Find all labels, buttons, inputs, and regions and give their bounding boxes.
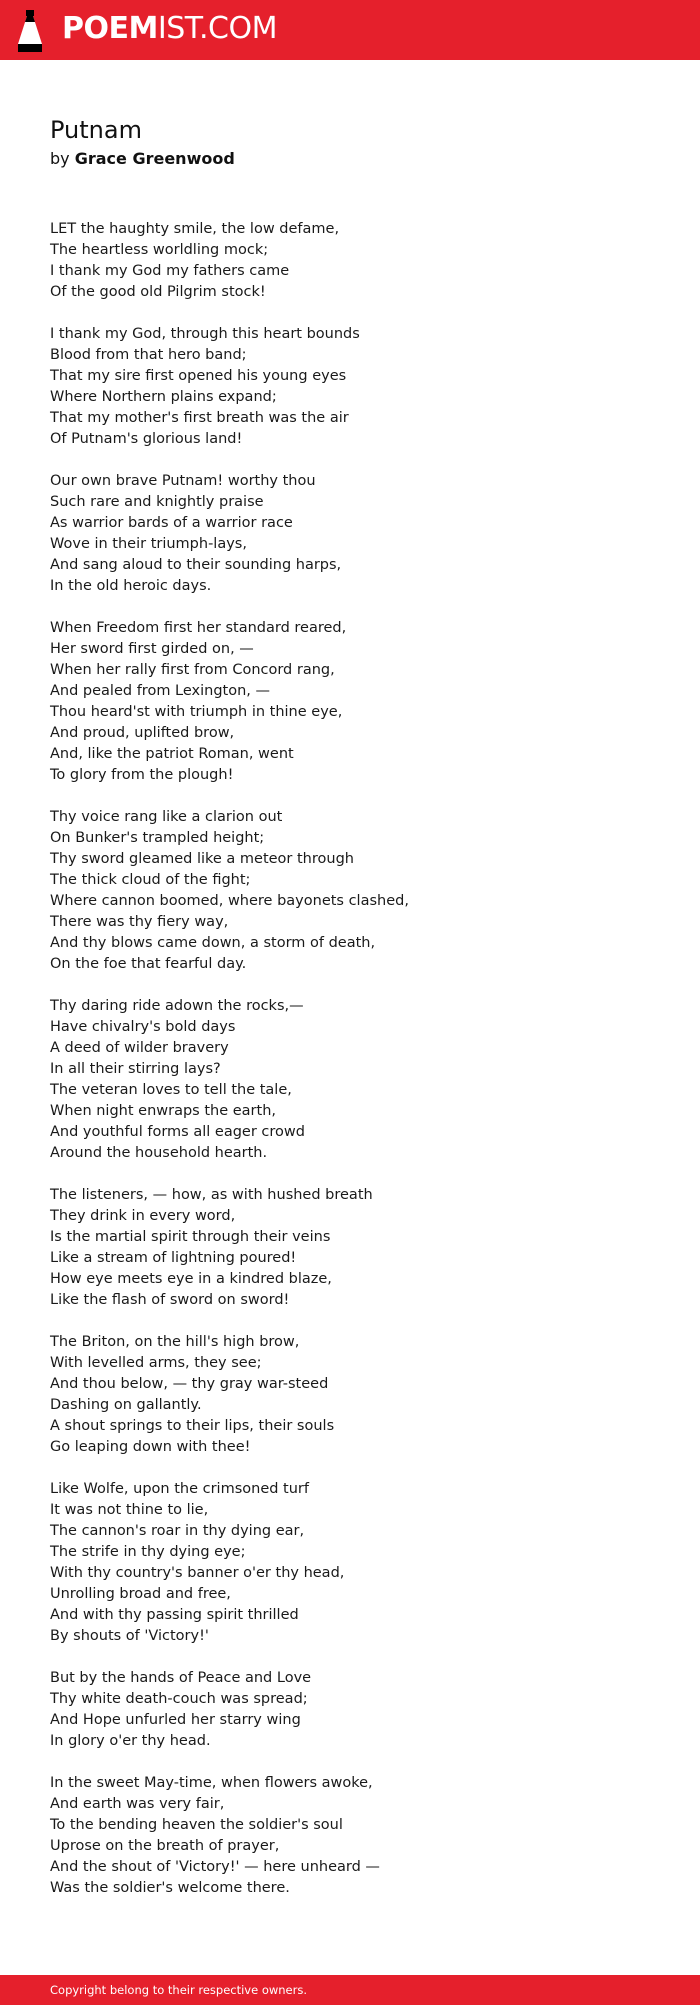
- poem-line: And youthful forms all eager crowd: [50, 1124, 305, 1140]
- poem-line: The listeners, — how, as with hushed breath: [50, 1187, 373, 1203]
- site-header: [0, 0, 700, 60]
- poem-line: To glory from the plough!: [50, 767, 234, 783]
- poem-line: Thy daring ride adown the rocks,—: [50, 998, 304, 1014]
- poem-line: When night enwraps the earth,: [50, 1103, 276, 1119]
- poem-line: In all their stirring lays?: [50, 1061, 221, 1077]
- poem-title: Putnam: [50, 116, 142, 144]
- poem-line: Where cannon boomed, where bayonets clashed,: [50, 893, 409, 909]
- poem-stanza: [50, 1332, 670, 1458]
- poem-line: The thick cloud of the fight;: [50, 872, 251, 888]
- poem-line: And pealed from Lexington, —: [50, 683, 271, 699]
- poem-stanza: [50, 1773, 670, 1899]
- poem-line: It was not thine to lie,: [50, 1502, 209, 1518]
- poem-line: And earth was very fair,: [50, 1796, 225, 1812]
- poem-line: And proud, uplifted brow,: [50, 725, 235, 741]
- poem-line: In glory o'er thy head.: [50, 1733, 211, 1749]
- poem-line: Of Putnam's glorious land!: [50, 431, 243, 447]
- poem-line: The strife in thy dying eye;: [50, 1544, 246, 1560]
- poem-line: When her rally first from Concord rang,: [50, 662, 335, 678]
- poem-line: By shouts of 'Victory!': [50, 1628, 209, 1644]
- poem-line: Thy white death-couch was spread;: [50, 1691, 308, 1707]
- poem-line: In the old heroic days.: [50, 578, 212, 594]
- poem-stanza: [50, 1668, 670, 1752]
- poem-line: The heartless worldling mock;: [50, 242, 269, 258]
- poem-line: Dashing on gallantly.: [50, 1397, 202, 1413]
- poem-line: Is the martial spirit through their veins: [50, 1229, 331, 1245]
- poem-line: And thy blows came down, a storm of death,: [50, 935, 376, 951]
- poem-line: Such rare and knightly praise: [50, 494, 264, 510]
- poem-line: A shout springs to their lips, their souls: [50, 1418, 335, 1434]
- poem-line: As warrior bards of a warrior race: [50, 515, 293, 531]
- poem-line: The cannon's roar in thy dying ear,: [50, 1523, 305, 1539]
- poem-line: Like Wolfe, upon the crimsoned turf: [50, 1481, 309, 1497]
- poem-line: There was thy fiery way,: [50, 914, 229, 930]
- poem-line: I thank my God my fathers came: [50, 263, 290, 279]
- poem-line: On the foe that fearful day.: [50, 956, 247, 972]
- logo-light-text: IST.COM: [157, 11, 277, 46]
- poem-line: Where Northern plains expand;: [50, 389, 277, 405]
- poem-line: Her sword first girded on, —: [50, 641, 254, 657]
- poem-stanza: [50, 618, 670, 786]
- poem-line: In the sweet May-time, when flowers awoke,: [50, 1775, 373, 1791]
- copyright-text: Copyright belong to their respective owners.: [50, 1983, 308, 1997]
- poem-line: Uprose on the breath of prayer,: [50, 1838, 280, 1854]
- poem-line: Like a stream of lightning poured!: [50, 1250, 297, 1266]
- poem-line: Around the household hearth.: [50, 1145, 268, 1161]
- pencil-tip-icon[interactable]: [18, 10, 42, 52]
- poem-line: And Hope unfurled her starry wing: [50, 1712, 301, 1728]
- poem-body: [50, 219, 670, 1920]
- poem-line: On Bunker's trampled height;: [50, 830, 265, 846]
- poem-line: Of the good old Pilgrim stock!: [50, 284, 266, 300]
- poem-line: How eye meets eye in a kindred blaze,: [50, 1271, 332, 1287]
- poem-line: And sang aloud to their sounding harps,: [50, 557, 342, 573]
- poem-line: When Freedom first her standard reared,: [50, 620, 347, 636]
- by-label: by: [50, 149, 70, 168]
- poem-line: They drink in every word,: [50, 1208, 236, 1224]
- poem-line: And, like the patriot Roman, went: [50, 746, 294, 762]
- poem-line: To the bending heaven the soldier's soul: [50, 1817, 343, 1833]
- poem-line: Go leaping down with thee!: [50, 1439, 251, 1455]
- poem-line: The Briton, on the hill's high brow,: [50, 1334, 300, 1350]
- poem-line: Thou heard'st with triumph in thine eye,: [50, 704, 343, 720]
- poem-line: LET the haughty smile, the low defame,: [50, 221, 340, 237]
- poem-byline: [50, 148, 235, 170]
- poem-stanza: [50, 807, 670, 975]
- poem-line: Blood from that hero band;: [50, 347, 247, 363]
- poem-stanza: [50, 1185, 670, 1311]
- poem-stanza: [50, 219, 670, 303]
- site-logo[interactable]: [62, 9, 277, 49]
- poem-stanza: [50, 324, 670, 450]
- poem-line: Was the soldier's welcome there.: [50, 1880, 290, 1896]
- poem-line: A deed of wilder bravery: [50, 1040, 229, 1056]
- poem-line: With levelled arms, they see;: [50, 1355, 262, 1371]
- poem-stanza: [50, 471, 670, 597]
- poem-line: And the shout of 'Victory!' — here unheard —: [50, 1859, 380, 1875]
- poem-stanza: [50, 996, 670, 1164]
- poem-line: The veteran loves to tell the tale,: [50, 1082, 292, 1098]
- poem-line: Like the flash of sword on sword!: [50, 1292, 290, 1308]
- poem-line: Wove in their triumph-lays,: [50, 536, 247, 552]
- poem-line: And with thy passing spirit thrilled: [50, 1607, 299, 1623]
- poem-line: That my sire first opened his young eyes: [50, 368, 347, 384]
- poem-line: I thank my God, through this heart bounds: [50, 326, 360, 342]
- poem-line: Thy sword gleamed like a meteor through: [50, 851, 354, 867]
- poem-line: Have chivalry's bold days: [50, 1019, 236, 1035]
- author-name[interactable]: Grace Greenwood: [74, 149, 235, 168]
- poem-line: But by the hands of Peace and Love: [50, 1670, 312, 1686]
- poem-line: Thy voice rang like a clarion out: [50, 809, 283, 825]
- poem-line: That my mother's first breath was the air: [50, 410, 349, 426]
- poem-line: And thou below, — thy gray war-steed: [50, 1376, 329, 1392]
- site-footer: [0, 1975, 700, 2005]
- poem-line: Our own brave Putnam! worthy thou: [50, 473, 316, 489]
- logo-bold-text: POEM: [62, 11, 158, 46]
- poem-stanza: [50, 1479, 670, 1647]
- poem-line: Unrolling broad and free,: [50, 1586, 231, 1602]
- poem-line: With thy country's banner o'er thy head,: [50, 1565, 345, 1581]
